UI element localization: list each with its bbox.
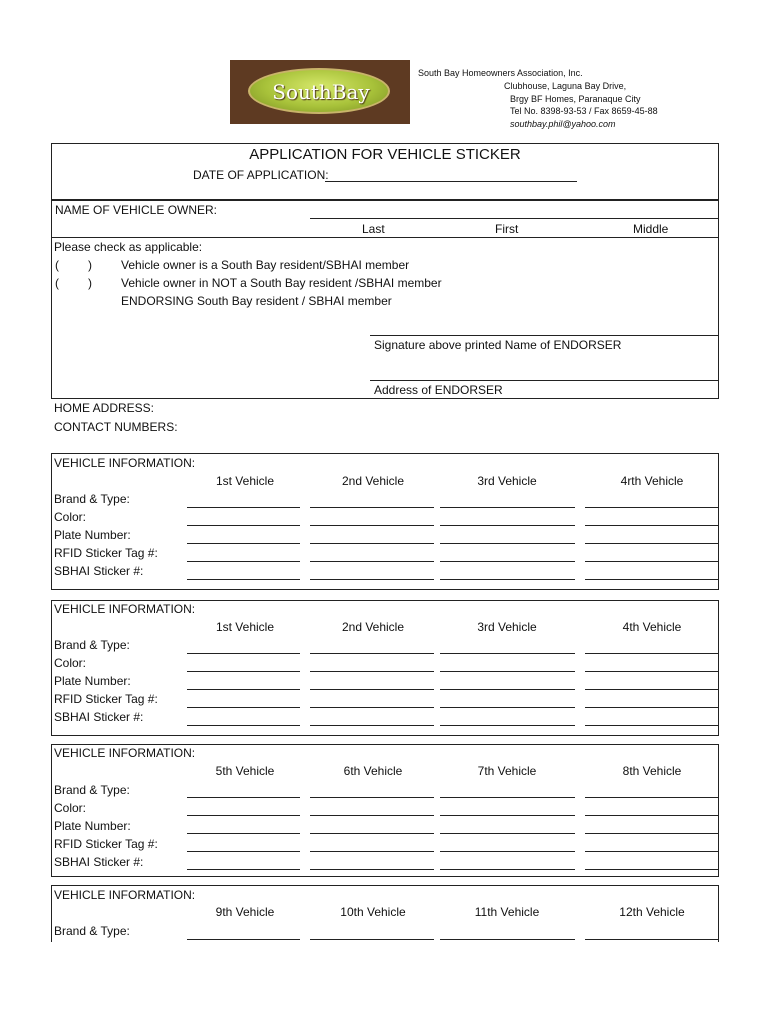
vehicle-field-input[interactable] [187,707,300,708]
option1-checkbox-open[interactable]: ( [55,258,59,272]
vehicle-field-input[interactable] [310,507,434,508]
vehicle-field-input[interactable] [310,671,434,672]
vehicle-field-input[interactable] [187,725,300,726]
field-label-sbhai: SBHAI Sticker #: [54,564,144,578]
vehicle-field-input[interactable] [440,939,575,940]
vehicle-col-header: 12th Vehicle [619,905,685,919]
field-label-brand: Brand & Type: [54,924,130,938]
org-phone: Tel No. 8398-93-53 / Fax 8659-45-88 [510,106,658,116]
vehicle-col-header: 2nd Vehicle [341,620,405,634]
vehicle-field-input[interactable] [187,833,300,834]
vehicle-col-header: 4rth Vehicle [620,474,684,488]
vehicle-field-input[interactable] [440,689,575,690]
name-first-label: First [495,222,519,236]
vehicle-field-input[interactable] [187,797,300,798]
owner-name-label: NAME OF VEHICLE OWNER: [55,203,218,217]
vehicle-field-input[interactable] [440,543,575,544]
field-label-color: Color: [54,801,87,815]
vehicle-field-input[interactable] [585,525,719,526]
field-label-brand: Brand & Type: [54,492,130,506]
vehicle-col-header: 5th Vehicle [215,764,275,778]
vehicle-col-header: 3rd Vehicle [477,620,537,634]
date-of-application-field[interactable] [325,181,577,182]
vehicle-col-header: 9th Vehicle [215,905,275,919]
divider [51,237,719,238]
vehicle-field-input[interactable] [440,815,575,816]
field-label-plate: Plate Number: [54,528,131,542]
endorsing-label: ENDORSING South Bay resident / SBHAI member [121,294,392,308]
vehicle-field-input[interactable] [585,579,719,580]
vehicle-field-input[interactable] [187,671,300,672]
vehicle-col-header: 11th Vehicle [474,905,540,919]
vehicle-field-input[interactable] [440,671,575,672]
southbay-logo [230,60,410,124]
vehicle-section-heading: VEHICLE INFORMATION: [54,602,196,616]
vehicle-field-input[interactable] [440,725,575,726]
vehicle-field-input[interactable] [310,797,434,798]
form-title: APPLICATION FOR VEHICLE STICKER [249,146,521,163]
field-label-brand: Brand & Type: [54,638,130,652]
owner-name-field[interactable] [310,218,719,219]
vehicle-field-input[interactable] [585,543,719,544]
vehicle-field-input[interactable] [440,507,575,508]
field-label-plate: Plate Number: [54,819,131,833]
endorser-address-field[interactable] [370,380,719,381]
vehicle-field-input[interactable] [187,851,300,852]
vehicle-field-input[interactable] [310,851,434,852]
vehicle-field-input[interactable] [440,653,575,654]
logo-emblem [248,68,390,114]
vehicle-field-input[interactable] [187,507,300,508]
vehicle-field-input[interactable] [187,689,300,690]
vehicle-col-header: 1st Vehicle [215,474,275,488]
vehicle-field-input[interactable] [440,869,575,870]
logo-text: SouthBay [272,80,370,104]
contact-numbers-label: CONTACT NUMBERS: [54,420,178,434]
option2-label: Vehicle owner in NOT a South Bay resident /SBHAI member [121,276,442,290]
vehicle-field-input[interactable] [585,833,719,834]
vehicle-field-input[interactable] [310,939,434,940]
field-label-rfid: RFID Sticker Tag #: [54,837,158,851]
vehicle-field-input[interactable] [585,725,719,726]
vehicle-col-header: 3rd Vehicle [477,474,537,488]
field-label-brand: Brand & Type: [54,783,130,797]
vehicle-col-header: 6th Vehicle [343,764,403,778]
name-last-label: Last [362,222,385,236]
option2-checkbox-open[interactable]: ( [55,276,59,290]
vehicle-col-header: 7th Vehicle [477,764,537,778]
date-of-application-label: DATE OF APPLICATION: [193,168,329,182]
vehicle-field-input[interactable] [585,869,719,870]
org-address-line2: Brgy BF Homes, Paranaque City [510,94,641,104]
org-address-line1: Clubhouse, Laguna Bay Drive, [504,81,627,91]
option1-label: Vehicle owner is a South Bay resident/SBHAI member [121,258,410,272]
vehicle-field-input[interactable] [310,689,434,690]
vehicle-field-input[interactable] [310,525,434,526]
vehicle-col-header: 10th Vehicle [340,905,406,919]
vehicle-field-input[interactable] [187,653,300,654]
field-label-color: Color: [54,656,87,670]
field-label-sbhai: SBHAI Sticker #: [54,710,144,724]
vehicle-field-input[interactable] [440,851,575,852]
org-email: southbay.phil@yahoo.com [510,119,616,129]
field-label-rfid: RFID Sticker Tag #: [54,546,158,560]
signature-field[interactable] [370,335,719,336]
vehicle-section-heading: VEHICLE INFORMATION: [54,746,196,760]
vehicle-field-input[interactable] [187,525,300,526]
home-address-label: HOME ADDRESS: [54,401,155,415]
name-middle-label: Middle [633,222,669,236]
vehicle-col-header: 8th Vehicle [622,764,682,778]
endorser-address-label: Address of ENDORSER [374,383,503,397]
vehicle-field-input[interactable] [310,869,434,870]
option1-checkbox-close[interactable]: ) [88,258,92,272]
vehicle-field-input[interactable] [585,797,719,798]
vehicle-field-input[interactable] [440,797,575,798]
vehicle-field-input[interactable] [585,939,719,940]
field-label-plate: Plate Number: [54,674,131,688]
vehicle-col-header: 2nd Vehicle [341,474,405,488]
vehicle-field-input[interactable] [187,869,300,870]
vehicle-field-input[interactable] [310,543,434,544]
field-label-sbhai: SBHAI Sticker #: [54,855,144,869]
vehicle-field-input[interactable] [585,707,719,708]
vehicle-field-input[interactable] [310,833,434,834]
check-applicable-label: Please check as applicable: [54,240,203,254]
signature-label: Signature above printed Name of ENDORSER [374,338,622,352]
vehicle-field-input[interactable] [440,833,575,834]
vehicle-field-input[interactable] [310,579,434,580]
vehicle-field-input[interactable] [440,561,575,562]
vehicle-field-input[interactable] [585,507,719,508]
vehicle-field-input[interactable] [187,579,300,580]
vehicle-section-heading: VEHICLE INFORMATION: [54,456,196,470]
vehicle-col-header: 1st Vehicle [215,620,275,634]
vehicle-field-input[interactable] [585,653,719,654]
vehicle-field-input[interactable] [187,939,300,940]
vehicle-field-input[interactable] [187,815,300,816]
vehicle-field-input[interactable] [585,815,719,816]
org-name: South Bay Homeowners Association, Inc. [418,68,583,78]
field-label-rfid: RFID Sticker Tag #: [54,692,158,706]
field-label-color: Color: [54,510,87,524]
vehicle-field-input[interactable] [310,653,434,654]
option2-checkbox-close[interactable]: ) [88,276,92,290]
vehicle-field-input[interactable] [310,707,434,708]
vehicle-field-input[interactable] [440,525,575,526]
vehicle-field-input[interactable] [440,579,575,580]
vehicle-field-input[interactable] [310,815,434,816]
vehicle-field-input[interactable] [440,707,575,708]
vehicle-field-input[interactable] [585,671,719,672]
vehicle-field-input[interactable] [187,543,300,544]
vehicle-field-input[interactable] [187,561,300,562]
vehicle-field-input[interactable] [585,689,719,690]
vehicle-field-input[interactable] [585,561,719,562]
vehicle-field-input[interactable] [310,725,434,726]
vehicle-section-heading: VEHICLE INFORMATION: [54,888,196,902]
vehicle-field-input[interactable] [585,851,719,852]
vehicle-col-header: 4th Vehicle [622,620,682,634]
vehicle-field-input[interactable] [310,561,434,562]
